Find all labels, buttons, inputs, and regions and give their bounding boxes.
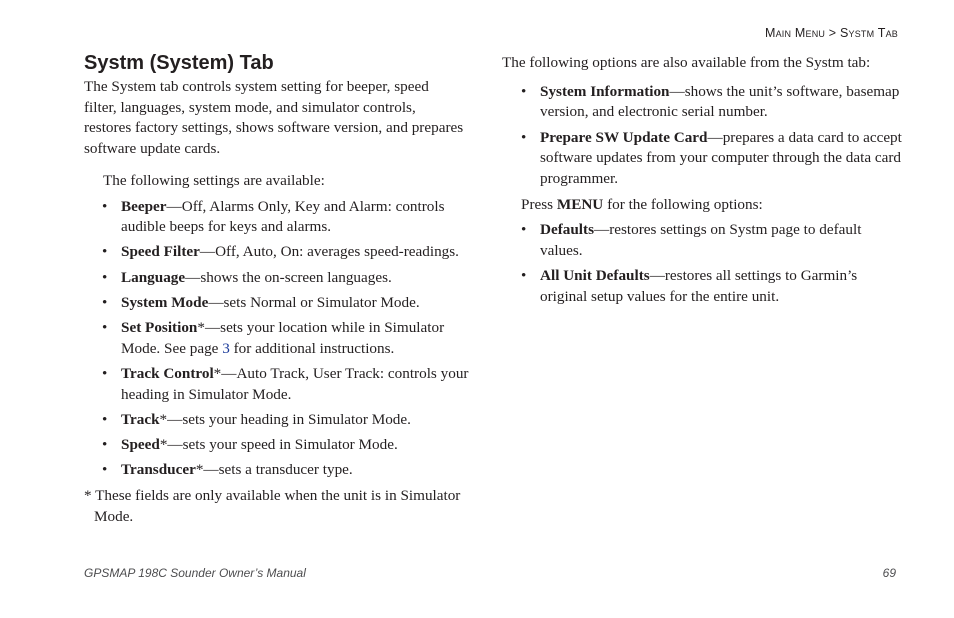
bullet-icon: • <box>102 364 108 382</box>
setting-desc: —shows the on-screen languages. <box>185 268 392 286</box>
setting-desc: *—Auto Track, User Track: controls your heading in Simulator Mode. <box>121 364 469 403</box>
menu-prefix: Press <box>521 195 557 213</box>
bullet-icon: • <box>102 243 108 261</box>
setting-desc: *—sets your speed in Simulator Mode. <box>159 436 398 454</box>
list-item <box>521 220 902 261</box>
setting-term: Transducer <box>121 461 196 479</box>
option-term: Defaults <box>540 220 594 238</box>
page-title: Systm (System) Tab <box>84 52 274 74</box>
setting-term: Language <box>121 268 186 286</box>
bullet-icon: • <box>102 461 108 479</box>
footer-page-number: 69 <box>882 566 896 580</box>
setting-term: System Mode <box>121 293 209 311</box>
setting-term: Speed Filter <box>121 243 200 261</box>
option-desc: —restores settings on Systm page to default values. <box>540 220 862 259</box>
menu-instruction <box>521 195 902 216</box>
list-item <box>102 242 484 263</box>
header-subsection: Systm Tab <box>839 26 898 40</box>
header-separator: > <box>828 26 837 40</box>
right-column <box>502 53 902 307</box>
list-item <box>102 364 484 405</box>
list-item <box>102 435 484 456</box>
list-item <box>102 318 484 359</box>
option-term: System Information <box>540 82 670 100</box>
setting-term: Beeper <box>121 197 167 215</box>
options-intro: The following options are also available from the Systm tab: <box>502 54 871 71</box>
bullet-icon: • <box>102 268 108 286</box>
menu-key: MENU <box>556 195 604 213</box>
setting-desc: *—sets your heading in Simulator Mode. <box>159 410 411 428</box>
setting-desc: —Off, Auto, On: averages speed-readings. <box>199 243 459 261</box>
list-item <box>102 410 484 431</box>
setting-term: Set Position <box>121 319 198 337</box>
list-item <box>102 293 484 314</box>
menu-options-list <box>521 220 902 307</box>
settings-intro: The following settings are available: <box>103 171 325 189</box>
bullet-icon: • <box>102 436 108 454</box>
list-item <box>521 266 902 307</box>
setting-term: Track <box>121 410 160 428</box>
menu-suffix: for the following options: <box>603 195 763 213</box>
bullet-icon: • <box>521 266 527 284</box>
bullet-icon: • <box>102 319 108 337</box>
settings-list <box>102 197 484 481</box>
header-section: Main Menu <box>764 26 826 40</box>
setting-desc: —Off, Alarms Only, Key and Alarm: controls audible beeps for keys and alarms. <box>121 197 445 236</box>
option-term: Prepare SW Update Card <box>540 128 708 146</box>
setting-desc: *—sets a transducer type. <box>195 461 353 479</box>
bullet-icon: • <box>102 293 108 311</box>
bullet-icon: • <box>521 220 527 238</box>
setting-term: Speed <box>121 436 160 454</box>
option-desc: —restores all settings to Garmin’s original setup values for the entire unit. <box>540 266 858 305</box>
footer-manual-title: GPSMAP 198C Sounder Owner’s Manual <box>84 566 306 580</box>
setting-desc-tail: for additional instructions. <box>229 339 395 357</box>
running-header <box>765 26 898 40</box>
intro-paragraph: The System tab controls system setting for beeper, speed filter, languages, system mode, and simulator controls, restores factory settings, shows software version, and prepares software update cards. <box>84 78 464 158</box>
list-item <box>102 268 484 289</box>
setting-term: Track Control <box>121 364 214 382</box>
list-item <box>102 460 484 481</box>
page-reference-link[interactable]: 3 <box>222 339 230 357</box>
footnote: * These fields are only available when the unit is in Simulator Mode. <box>84 486 461 525</box>
option-desc: —prepares a data card to accept software updates from your computer through the data card programmer. <box>540 128 902 188</box>
bullet-icon: • <box>521 128 527 146</box>
bullet-icon: • <box>521 82 527 100</box>
list-item <box>102 197 484 238</box>
setting-desc: —sets Normal or Simulator Mode. <box>208 293 420 311</box>
setting-desc: *—sets your location while in Simulator Mode. See page <box>121 319 445 357</box>
left-column <box>84 77 484 527</box>
option-desc: —shows the unit’s software, basemap version, and electronic serial number. <box>540 82 900 121</box>
options-list <box>521 82 902 190</box>
bullet-icon: • <box>102 410 108 428</box>
list-item <box>521 128 902 190</box>
option-term: All Unit Defaults <box>540 266 650 284</box>
bullet-icon: • <box>102 197 108 215</box>
list-item <box>521 82 902 123</box>
